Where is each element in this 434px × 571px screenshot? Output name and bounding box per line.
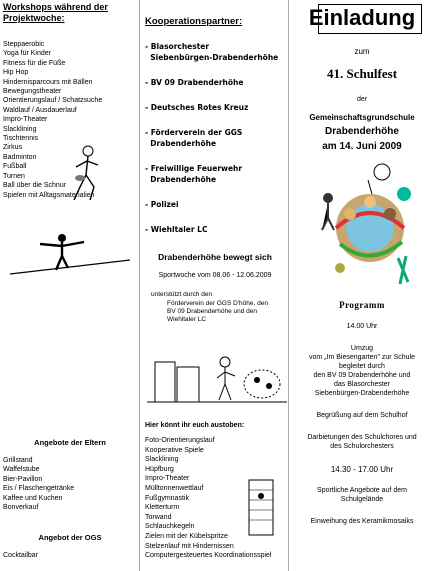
workshop-item: Orientierungslauf / Schatzsuche xyxy=(3,97,103,105)
school-fest-logo xyxy=(310,158,420,290)
program-item: des Schulorchesters xyxy=(330,443,394,450)
program-item: Sportliche Angebote auf dem xyxy=(317,487,407,494)
workshop-item: Waldlauf / Ausdauerlauf xyxy=(3,106,77,114)
austoben-item: Foto-Orientierungslauf xyxy=(145,437,215,444)
partner-item: - Wiehltaler LC xyxy=(145,225,208,234)
austoben-item: Zielen mit der Kübelspritze xyxy=(145,532,228,540)
invitation-title: Einladung xyxy=(308,5,416,30)
partner-item: - Deutsches Rotes Kreuz xyxy=(145,103,249,112)
partner-item: - Freiwillige Feuerwehr xyxy=(145,164,243,173)
program-item: Darbietungen des Schulchores und xyxy=(307,434,417,441)
program-item: begleitet durch xyxy=(339,363,385,370)
partners-heading: Kooperationspartner: xyxy=(145,16,243,27)
austoben-item: Torwand xyxy=(145,513,172,521)
eltern-item: Kaffee und Kuchen xyxy=(3,494,63,502)
date-text: am 14. Juni 2009 xyxy=(322,141,402,152)
program-item: das Blasorchester xyxy=(333,381,391,388)
partner-item: - Blasorchester xyxy=(145,42,210,51)
austoben-item: Mülltonnenwettlauf xyxy=(145,484,204,492)
sportwoche-text: Sportwoche vom 08.06 - 12.06.2009 xyxy=(158,272,272,279)
school-name: Gemeinschaftsgrundschule xyxy=(309,113,415,122)
unterstuetzt-line: Wiehltaler LC xyxy=(167,316,207,323)
slackline-figure xyxy=(10,232,130,282)
program-item: den BV 09 Drabenderhöhe und xyxy=(313,372,411,379)
unterstuetzt-line: Förderverein der GGS D'höhe, den xyxy=(167,300,268,307)
workshop-item: Steppaerobic xyxy=(3,41,45,48)
workshop-item: Turnen xyxy=(3,172,25,180)
bewegt-title: Drabenderhöhe bewegt sich xyxy=(158,252,272,262)
austoben-item: Computergesteuertes Koordinationsspiel xyxy=(145,552,272,560)
climbing-tower-illustration xyxy=(241,478,281,538)
austoben-item: Stelzenlauf mit Hindernissen xyxy=(145,542,234,550)
der-text: der xyxy=(356,96,368,103)
boy-illustration xyxy=(60,145,110,205)
program-item: 14.30 - 17.00 Uhr xyxy=(330,465,394,474)
austoben-item: Schlauchkegeln xyxy=(145,523,195,531)
program-item: Begrüßung auf dem Schulhof xyxy=(316,412,408,419)
workshop-item: Yoga für Kinder xyxy=(3,50,51,58)
eltern-item: Grillstand xyxy=(3,457,33,464)
workshop-item: Badminton xyxy=(3,153,37,161)
austoben-title: Hier könnt ihr euch austoben: xyxy=(145,422,245,429)
workshop-item: Hindernisparcours mit Bällen xyxy=(3,78,93,86)
austoben-item: Kletterturm xyxy=(145,504,180,512)
ogs-item: Cocktailbar xyxy=(3,552,39,559)
ogs-heading: Angebot der OGS xyxy=(38,533,102,542)
unterstuetzt-lines xyxy=(167,300,268,324)
partner-item: Siebenbürgen-Drabenderhöhe xyxy=(145,53,279,62)
program-item: Umzug xyxy=(350,345,374,352)
austoben-item: Impro-Theater xyxy=(145,475,190,483)
austoben-item: Kooperative Spiele xyxy=(145,446,204,454)
austoben-item: Fußgymnastik xyxy=(145,494,189,502)
eltern-item: Bier-Pavillon xyxy=(3,475,43,483)
sports-illustration xyxy=(147,352,287,412)
eltern-list xyxy=(3,456,74,512)
eltern-item: Bonverkauf xyxy=(3,504,39,512)
partner-item: Drabenderhöhe xyxy=(145,175,217,184)
program-item: Schulgelände xyxy=(340,496,384,503)
school-place: Drabenderhöhe xyxy=(325,126,399,137)
program-item: 14.00 Uhr xyxy=(346,323,378,330)
ogs-list xyxy=(3,551,38,560)
unterstuetzt-text: unterstützt durch den xyxy=(151,291,213,298)
austoben-item: Slacklining xyxy=(145,456,179,464)
partner-item: - BV 09 Drabenderhöhe xyxy=(145,78,244,87)
workshop-item: Fitness für die Füße xyxy=(3,59,66,67)
column-partners xyxy=(141,0,289,571)
workshop-item: Spielen mit Alltagsmaterialien xyxy=(3,191,95,199)
zum-text: zum xyxy=(354,47,370,56)
programm-heading: Programm xyxy=(339,300,385,310)
unterstuetzt-line: BV 09 Drabenderhöhe und den xyxy=(167,308,257,315)
workshop-item: Zirkus xyxy=(3,144,23,152)
workshop-item: Slacklining xyxy=(3,125,37,133)
workshop-item: Tischtennis xyxy=(3,135,39,143)
eltern-item: Waffelstube xyxy=(3,466,40,474)
workshops-heading: Workshops während der Projektwoche: xyxy=(3,2,108,23)
workshop-item: Ball über die Schnur xyxy=(3,182,67,190)
program-item: Einweihung des Keramikmosaiks xyxy=(310,518,414,525)
column-workshops xyxy=(0,0,140,571)
workshop-item: Fußball xyxy=(3,163,27,171)
fest-title: 41. Schulfest xyxy=(326,66,398,81)
program-item: Siebenbürgen-Drabenderhöhe xyxy=(314,390,410,397)
partner-item: - Förderverein der GGS xyxy=(145,128,243,137)
workshop-item: Impro-Theater xyxy=(3,116,48,124)
partner-item: - Polizei xyxy=(145,200,179,209)
program-item: vom „Im Biesengarten" zur Schule xyxy=(309,354,415,361)
eltern-item: Eis / Flaschengetränke xyxy=(3,485,75,493)
workshop-item: Bewegungstheater xyxy=(3,88,62,96)
eltern-heading: Angebote der Eltern xyxy=(34,438,106,447)
austoben-item: Hüpfburg xyxy=(145,465,174,473)
column-invitation xyxy=(290,0,434,571)
partner-item: Drabenderhöhe xyxy=(145,139,217,148)
workshop-item: Hip Hop xyxy=(3,69,29,77)
